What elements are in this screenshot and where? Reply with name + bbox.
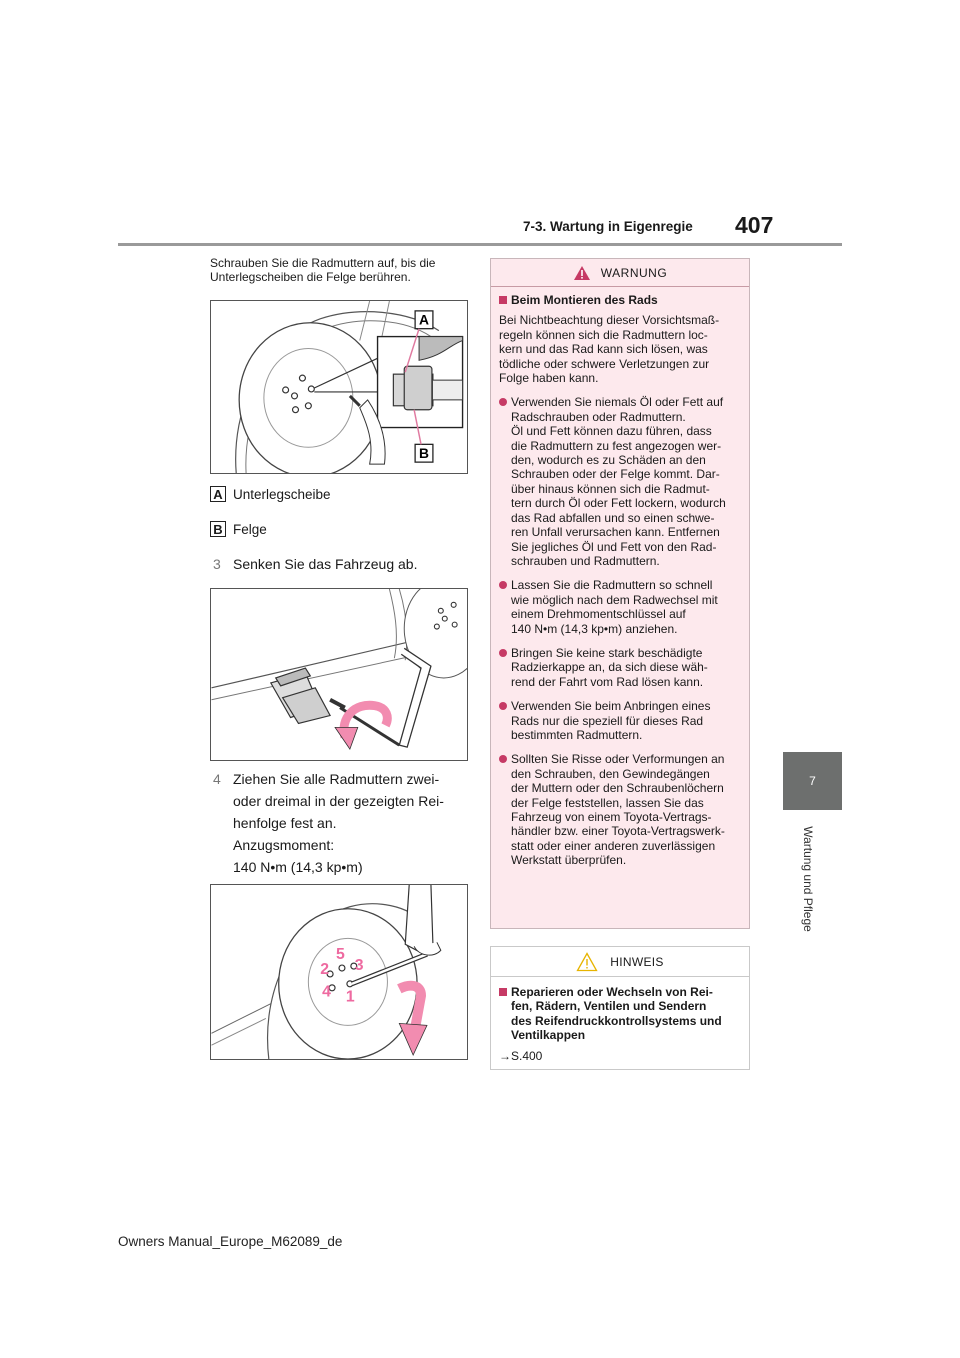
order-label-3: 3 bbox=[354, 957, 364, 975]
text-line: Fahrzeug von einem Toyota-Vertrags- bbox=[511, 810, 712, 824]
warning-body bbox=[491, 287, 749, 868]
warning-intro bbox=[499, 313, 741, 385]
step-text-line: henfolge fest an. bbox=[233, 815, 337, 831]
text-line: Verwenden Sie beim Anbringen eines bbox=[511, 699, 711, 714]
text-line: den Schrauben, den Gewindegängen bbox=[511, 766, 710, 781]
page-reference-link[interactable]: →S.400 bbox=[499, 1048, 543, 1063]
bullet-dot-icon bbox=[499, 581, 507, 589]
page-number: 407 bbox=[735, 212, 774, 238]
jack-lowering-figure bbox=[210, 588, 468, 761]
warning-bullet bbox=[499, 578, 741, 636]
warning-title: WARNUNG bbox=[600, 265, 668, 280]
text-line: tödliche oder schwere Verletzungen zur bbox=[499, 356, 710, 371]
step-text-line: 140 N•m (14,3 kp•m) bbox=[233, 859, 363, 875]
text-line: Sollten Sie Risse oder Verformungen an bbox=[511, 752, 725, 767]
warning-triangle-icon bbox=[573, 265, 591, 281]
text-line: rend der Fahrt vom Rad lösen kann. bbox=[511, 674, 704, 689]
step-4 bbox=[213, 768, 463, 875]
text-line: schrauben und Radmuttern. bbox=[511, 553, 660, 568]
step-3 bbox=[213, 553, 417, 575]
text-line: Verwenden Sie niemals Öl oder Fett auf bbox=[511, 395, 724, 410]
order-label-4: 4 bbox=[322, 983, 331, 1001]
text-line: Folge haben kann. bbox=[499, 371, 599, 386]
chapter-tab[interactable] bbox=[783, 752, 842, 810]
text-line: Radschrauben oder Radmuttern. bbox=[511, 409, 686, 424]
step-number: 4 bbox=[213, 771, 221, 787]
text-line: statt oder einer anderen zuverlässigen bbox=[511, 838, 716, 853]
note-heading bbox=[499, 985, 741, 1043]
tightening-illustration bbox=[211, 885, 467, 1059]
text-line: Bringen Sie keine stark beschädigte bbox=[511, 645, 703, 660]
text-line: regeln können sich die Radmuttern loc- bbox=[499, 327, 708, 342]
step-text: Senken Sie das Fahrzeug ab. bbox=[233, 556, 418, 572]
order-label-5: 5 bbox=[336, 946, 345, 964]
caution-triangle-icon bbox=[576, 952, 598, 972]
text-line: Radzierkappe an, da sich diese wäh- bbox=[511, 660, 708, 675]
text-line: des Reifendruckkontrollsystems und bbox=[511, 1013, 722, 1028]
warning-bullet bbox=[499, 752, 741, 867]
text-line: tern durch Öl oder Fett lockern, wodurch bbox=[511, 496, 726, 511]
wheel-nut-figure bbox=[210, 300, 468, 474]
legend-label: Felge bbox=[233, 521, 267, 537]
legend-letter: B bbox=[210, 521, 226, 537]
text-line: der Muttern oder den Schraubenlöchern bbox=[511, 781, 724, 796]
section-title: 7-3. Wartung in Eigenregie bbox=[523, 219, 693, 234]
bullet-dot-icon bbox=[499, 398, 507, 406]
text-line: wie möglich nach dem Radwechsel mit bbox=[511, 592, 718, 607]
warning-header bbox=[491, 259, 749, 287]
note-body bbox=[491, 977, 749, 1063]
chapter-number: 7 bbox=[809, 774, 816, 788]
text-line: Bei Nichtbeachtung dieser Vorsichtsmaß- bbox=[499, 313, 720, 328]
text-line: 140 N•m (14,3 kp•m) anziehen. bbox=[511, 621, 678, 636]
bullet-dot-icon bbox=[499, 649, 507, 657]
text-line: bestimmten Radmuttern. bbox=[511, 727, 643, 742]
text-line: kern und das Rad kann sich lösen, was bbox=[499, 342, 708, 357]
text-line: händler bzw. einer Toyota-Vertragswerk- bbox=[511, 824, 725, 839]
wheel-nut-illustration bbox=[211, 301, 467, 473]
text-line: Rads nur die speziell für dieses Rad bbox=[511, 713, 704, 728]
footer-document-id: Owners Manual_Europe_M62089_de bbox=[118, 1234, 343, 1249]
legend-item-a bbox=[210, 486, 331, 502]
header-divider bbox=[118, 243, 842, 246]
warning-bullet bbox=[499, 395, 741, 568]
note-box bbox=[490, 946, 750, 1070]
note-title: HINWEIS bbox=[610, 954, 664, 969]
text-line: einem Drehmomentschlüssel auf bbox=[511, 607, 686, 622]
chapter-title: Wartung und Pflege bbox=[801, 825, 815, 932]
legend-label: Unterlegscheibe bbox=[233, 486, 331, 502]
order-label-1: 1 bbox=[345, 988, 355, 1006]
text-line: der Felge feststellen, lassen Sie das bbox=[511, 795, 704, 810]
legend-item-b bbox=[210, 521, 267, 537]
step-4-text bbox=[233, 768, 473, 878]
text-line: Reparieren oder Wechseln von Rei- bbox=[511, 985, 713, 999]
warning-section-heading: Beim Montieren des Rads bbox=[499, 293, 741, 307]
jack-illustration bbox=[211, 589, 467, 760]
chapter-side-label bbox=[797, 816, 819, 941]
warning-bullet bbox=[499, 699, 741, 742]
callout-a-label: A bbox=[419, 311, 430, 328]
order-label-2: 2 bbox=[320, 960, 330, 978]
text-line: die Radmuttern zu fest angezogen wer- bbox=[511, 438, 722, 453]
bullet-dot-icon bbox=[499, 702, 507, 710]
step-text-line: Anzugsmoment: bbox=[233, 837, 335, 853]
intro-text: Schrauben Sie die Radmuttern auf, bis die Unterlegscheiben die Felge berühren. bbox=[210, 256, 436, 284]
legend-letter: A bbox=[210, 486, 226, 502]
note-header bbox=[491, 947, 749, 977]
text-line: das Rad abfallen und so einen schwe- bbox=[511, 510, 715, 525]
warning-box bbox=[490, 258, 750, 929]
step-text-line: oder dreimal in der gezeigten Rei- bbox=[233, 793, 444, 809]
bullet-dot-icon bbox=[499, 755, 507, 763]
text-line: den, wodurch es zu Schäden an den bbox=[511, 453, 706, 468]
tightening-order-figure bbox=[210, 884, 468, 1060]
text-line: Öl und Fett können dazu führen, dass bbox=[511, 424, 712, 439]
callout-b-label: B bbox=[419, 445, 430, 462]
text-line: Schrauben oder der Felge kommt. Dar- bbox=[511, 467, 720, 482]
warning-bullet bbox=[499, 646, 741, 689]
step-text-line: Ziehen Sie alle Radmuttern zwei- bbox=[233, 771, 440, 787]
step-number: 3 bbox=[213, 556, 221, 572]
text-line: über hinaus können sich die Radmut- bbox=[511, 481, 710, 496]
text-line: Ventilkappen bbox=[511, 1028, 586, 1043]
text-line: Lassen Sie die Radmuttern so schnell bbox=[511, 578, 713, 593]
text-line: fen, Rädern, Ventilen und Sendern bbox=[511, 999, 707, 1014]
text-line: Sie jegliches Öl und Fett von den Rad- bbox=[511, 539, 717, 554]
text-line: ren Unfall verursachen kann. Entfernen bbox=[511, 525, 720, 540]
text-line: Werkstatt überprüfen. bbox=[511, 853, 627, 868]
